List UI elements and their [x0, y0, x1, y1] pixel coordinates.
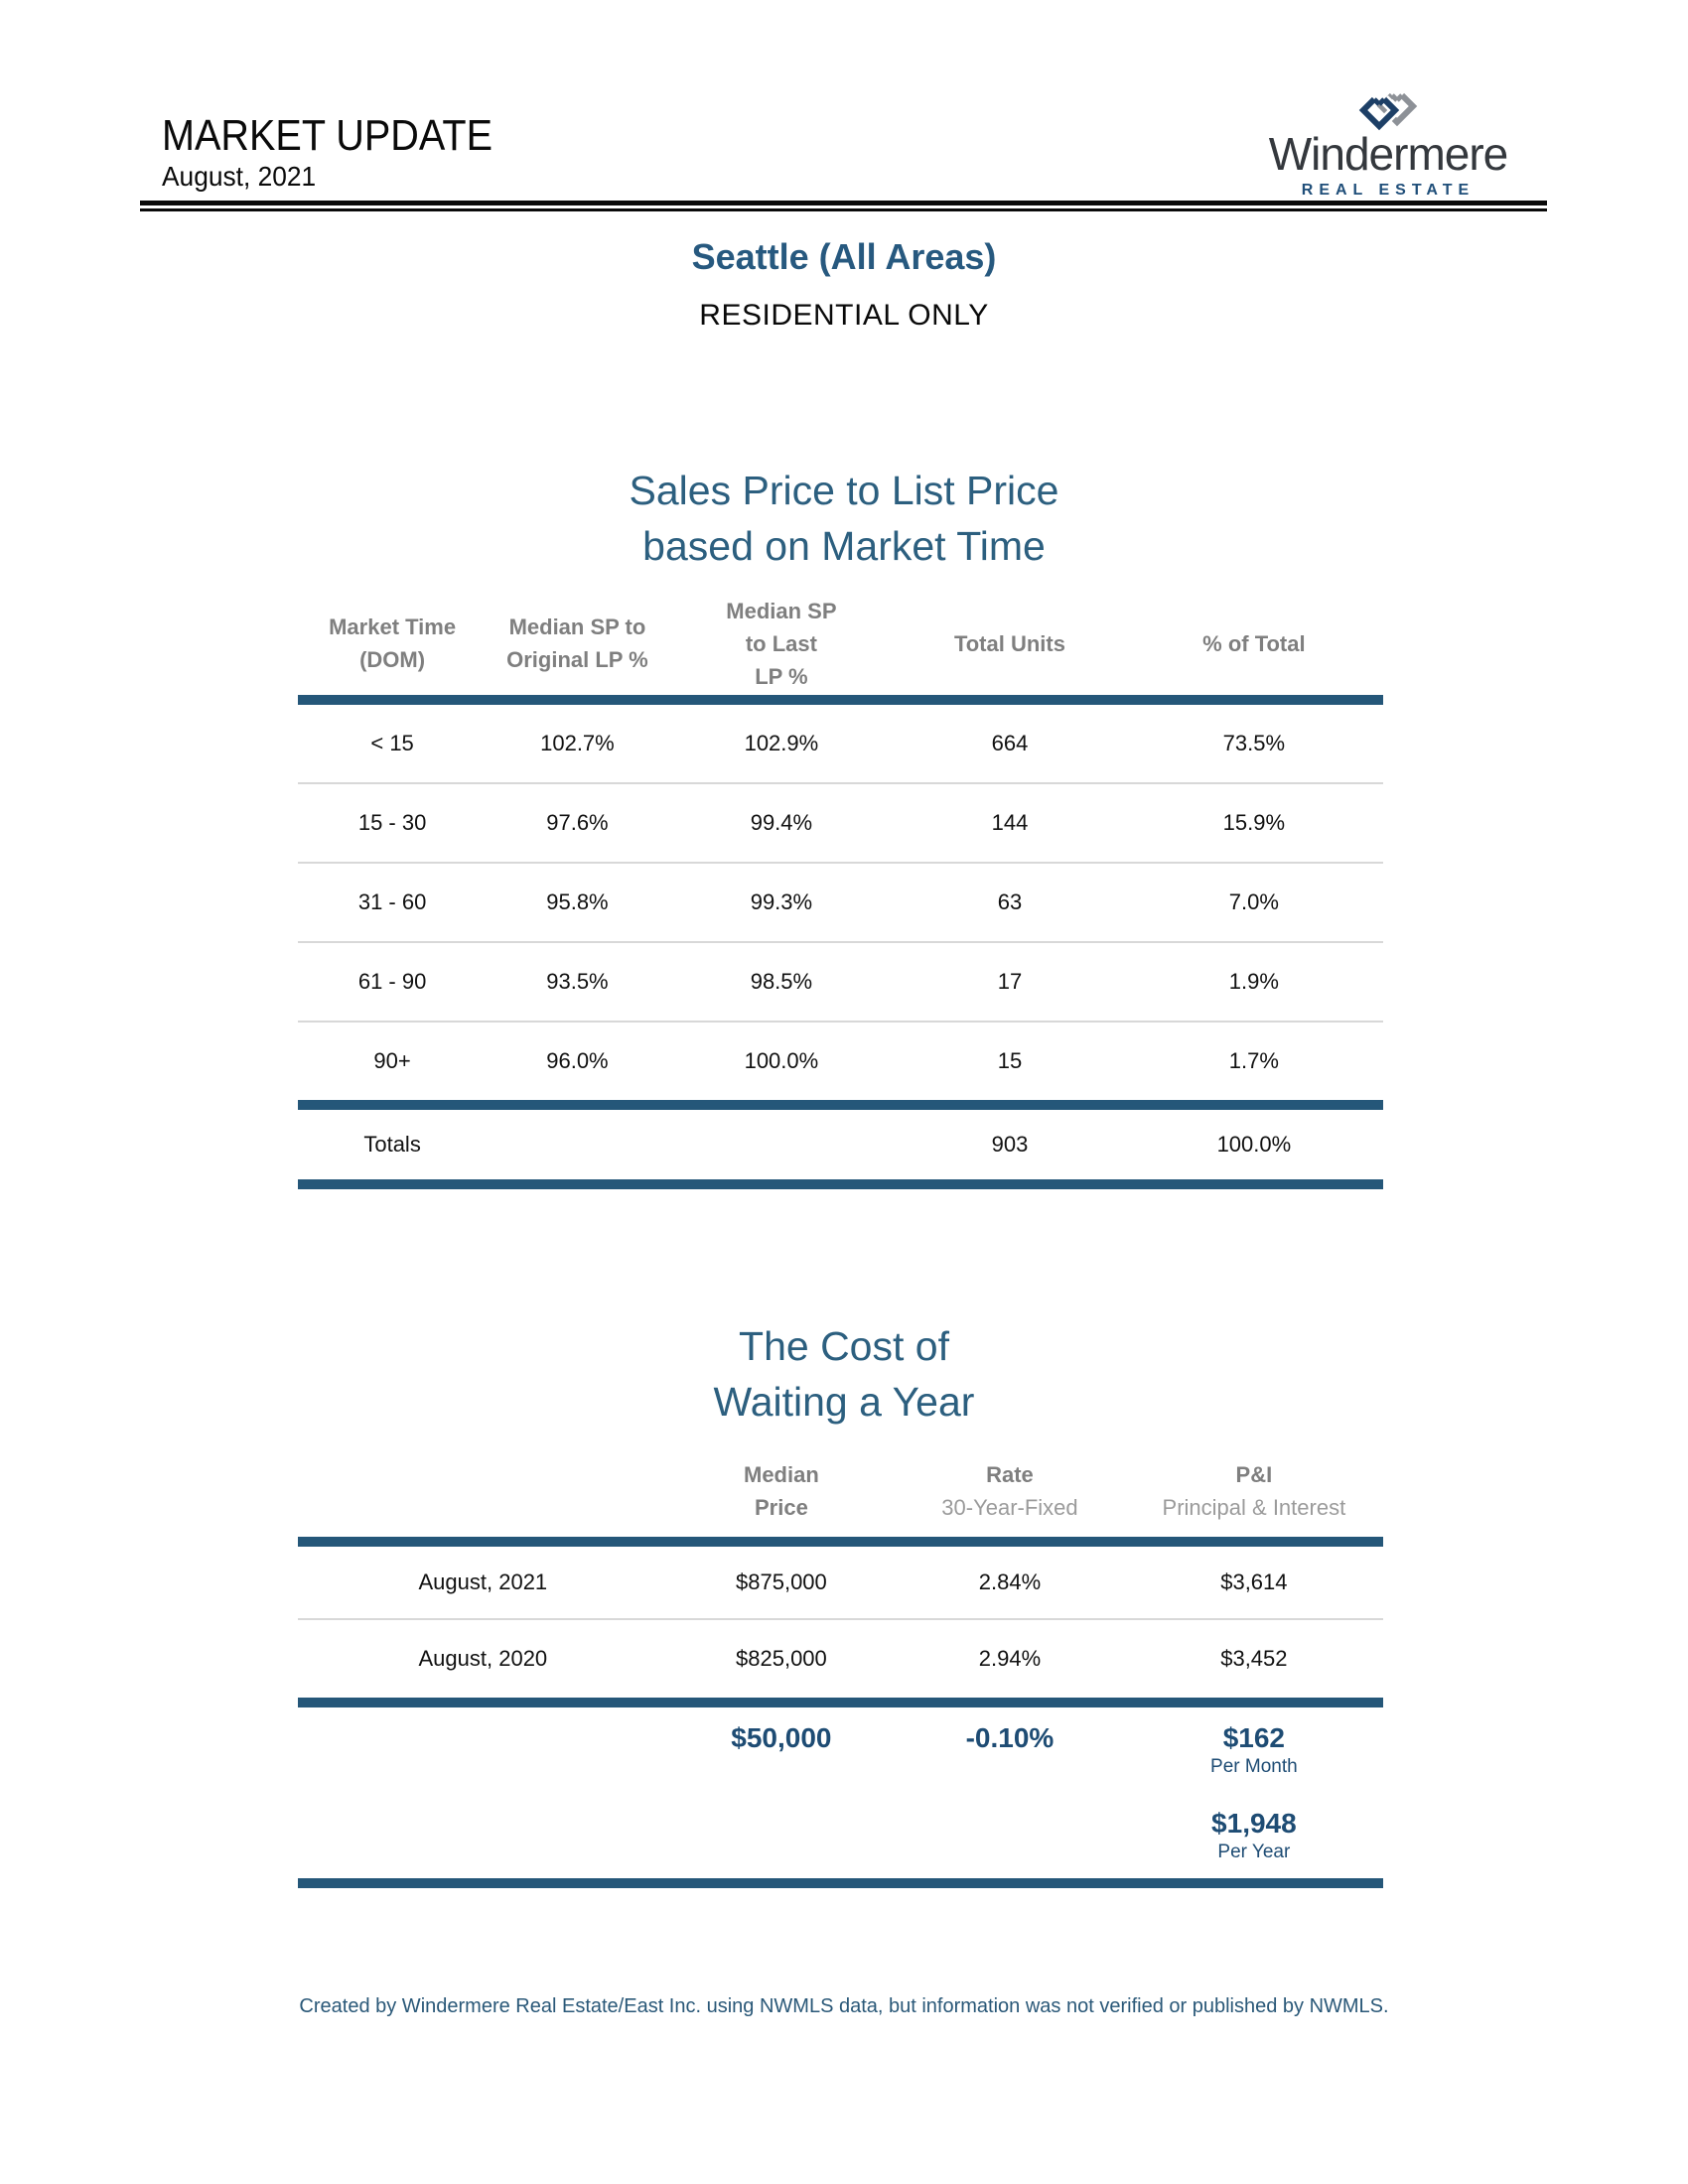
- table-rule: [298, 1537, 1383, 1547]
- table-rule: [298, 1878, 1383, 1888]
- windermere-logo: [1239, 83, 1537, 200]
- logo-tagline: REAL ESTATE: [1301, 182, 1476, 199]
- cell-period: August, 2020: [418, 1646, 548, 1671]
- cell-pi: $3,614: [1220, 1570, 1288, 1594]
- cell-rate: 2.84%: [978, 1570, 1042, 1594]
- table2-title-line2: Waiting a Year: [713, 1379, 975, 1425]
- price-difference: $50,000: [731, 1722, 832, 1753]
- cell-pi: $3,452: [1220, 1646, 1288, 1671]
- table-row: [298, 1547, 1383, 1618]
- col-header-pct-of-total: % of Total: [1202, 630, 1306, 656]
- table-row: [298, 1620, 1383, 1698]
- cell-median-price: $825,000: [736, 1646, 827, 1671]
- difference-row: [298, 1707, 1383, 1809]
- col-header-median-price: Median Price: [744, 1462, 819, 1520]
- cell-period: August, 2021: [418, 1570, 548, 1594]
- cell-sp-original: 95.8%: [546, 889, 609, 914]
- col-header-median-sp-last: Median SP to Last LP %: [726, 598, 837, 689]
- table-row: [298, 943, 1383, 1021]
- totals-units: 903: [991, 1132, 1029, 1157]
- cell-dom: 61 - 90: [357, 969, 427, 994]
- table-header-row: [298, 592, 1383, 695]
- cell-sp-last: 102.9%: [744, 731, 819, 755]
- pi-monthly-difference: $162 Per Month: [1210, 1722, 1298, 1777]
- col-header-pi: P&I Principal & Interest: [1162, 1462, 1346, 1520]
- totals-pct: 100.0%: [1216, 1132, 1292, 1157]
- table2-title-line1: The Cost of: [739, 1323, 949, 1369]
- pi-yearly-difference: $1,948 Per Year: [1211, 1808, 1297, 1862]
- masthead-divider: [140, 201, 1547, 211]
- cell-sp-original: 96.0%: [546, 1048, 609, 1073]
- table1-title-line1: Sales Price to List Price: [629, 468, 1059, 513]
- cell-dom: 15 - 30: [357, 810, 427, 835]
- totals-row: [298, 1110, 1383, 1179]
- col-header-total-units: Total Units: [953, 630, 1065, 656]
- cell-sp-last: 100.0%: [744, 1048, 819, 1073]
- cell-pct: 1.9%: [1228, 969, 1279, 994]
- col-header-rate: Rate 30-Year-Fixed: [941, 1462, 1078, 1520]
- table-header-row: [298, 1451, 1383, 1537]
- cell-rate: 2.94%: [978, 1646, 1042, 1671]
- yearly-difference-row: [298, 1809, 1383, 1878]
- cost-of-waiting-table: [298, 1451, 1383, 1888]
- cell-sp-original: 102.7%: [540, 731, 615, 755]
- table-row: [298, 705, 1383, 782]
- cell-sp-last: 99.4%: [750, 810, 813, 835]
- table1-title: [0, 463, 1688, 574]
- table-rule: [298, 695, 1383, 705]
- totals-label: Totals: [363, 1132, 421, 1157]
- sales-price-table: [298, 592, 1383, 1189]
- table-row: [298, 1023, 1383, 1100]
- cell-pct: 15.9%: [1222, 810, 1286, 835]
- table2-title: [0, 1318, 1688, 1430]
- cell-units: 17: [997, 969, 1023, 994]
- page-title: MARKET UPDATE: [162, 111, 492, 160]
- cell-sp-original: 97.6%: [546, 810, 609, 835]
- table1-title-line2: based on Market Time: [642, 523, 1046, 569]
- cell-sp-last: 98.5%: [750, 969, 813, 994]
- cell-sp-original: 93.5%: [546, 969, 609, 994]
- disclaimer-text: Created by Windermere Real Estate/East Inc. using NWMLS data, but information was not verified or published by NWMLS.: [299, 1995, 1389, 2017]
- table-rule: [298, 1179, 1383, 1189]
- cell-units: 144: [991, 810, 1029, 835]
- cell-pct: 7.0%: [1228, 889, 1279, 914]
- cell-pct: 73.5%: [1222, 731, 1286, 755]
- cell-dom: < 15: [370, 731, 414, 755]
- cell-dom: 90+: [373, 1048, 411, 1073]
- table-row: [298, 784, 1383, 862]
- col-header-median-sp-original: Median SP to Original LP %: [506, 614, 648, 672]
- col-header-market-time: Market Time (DOM): [329, 614, 457, 672]
- table-rule: [298, 1698, 1383, 1707]
- cell-sp-last: 99.3%: [750, 889, 813, 914]
- windermere-w-mark-icon: [1349, 83, 1427, 133]
- cell-units: 63: [997, 889, 1023, 914]
- cell-units: 15: [997, 1048, 1023, 1073]
- cell-units: 664: [991, 731, 1029, 755]
- cell-dom: 31 - 60: [357, 889, 427, 914]
- cell-pct: 1.7%: [1228, 1048, 1279, 1073]
- rate-difference: -0.10%: [965, 1722, 1055, 1753]
- region-subtitle: RESIDENTIAL ONLY: [699, 299, 989, 332]
- table-row: [298, 864, 1383, 941]
- report-date: August, 2021: [162, 161, 317, 192]
- table-rule: [298, 1100, 1383, 1110]
- logo-wordmark: Windermere: [1268, 128, 1508, 180]
- cell-median-price: $875,000: [736, 1570, 827, 1594]
- region-title: Seattle (All Areas): [691, 236, 997, 277]
